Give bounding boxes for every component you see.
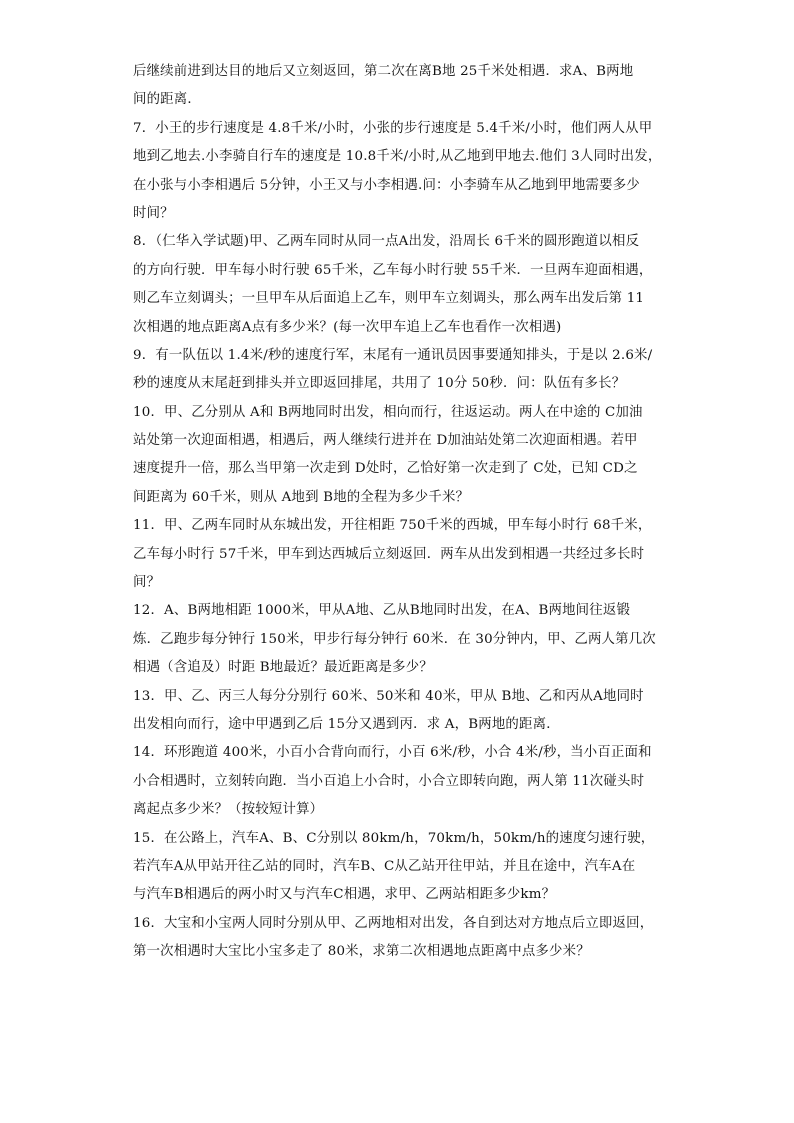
problem-11-line-2: 乙车每小时行 57千米，甲车到达西城后立刻返回．两车从出发到相遇一共经过多长时 <box>133 546 645 562</box>
problem-14-line-2: 小合相遇时，立刻转向跑．当小百追上小合时，小合立即转向跑，两人第 11次碰头时 <box>133 773 645 789</box>
problem-10-line-1: 10．甲、乙分别从 A和 B两地同时出发，相向而行，往返运动。两人在中途的 C加油 <box>133 404 643 420</box>
problem-13-line-1: 13．甲、乙、丙三人每分分别行 60米、50米和 40米，甲从 B地、乙和丙从A地同时 <box>133 688 644 704</box>
problem-9-line-1: 9．有一队伍以 1.4米/秒的速度行军，末尾有一通讯员因事要通知排头，于是以 2.6米/ <box>133 347 653 363</box>
problem-15-line-1: 15．在公路上，汽车A、B、C分别以 80km/h，70km/h，50km/h的速度匀速行驶， <box>133 830 655 846</box>
problem-text-body <box>133 58 668 967</box>
problem-14-line-1: 14．环形跑道 400米，小百小合背向而行，小百 6米/秒，小合 4米/秒，当小百正面和 <box>133 745 652 761</box>
problem-15-line-2: 若汽车A从甲站开往乙站的同时，汽车B、C从乙站开往甲站，并且在途中，汽车A在 <box>133 858 636 874</box>
problem-8-line-4: 次相遇的地点距离A点有多少米？(每一次甲车追上乙车也看作一次相遇) <box>133 319 562 335</box>
problem-16-line-1: 16．大宝和小宝两人同时分别从甲、乙两地相对出发，各自到达对方地点后立即返回， <box>133 915 654 931</box>
problem-8-line-1: 8．（仁华入学试题)甲、乙两车同时从同一点A出发，沿周长 6千米的圆形跑道以相反 <box>133 234 640 250</box>
problem-7-line-2: 地到乙地去.小李骑自行车的速度是 10.8千米/小时,从乙地到甲地去.他们 3人同时出发， <box>133 149 662 165</box>
problem-12-line-1: 12．A、B两地相距 1000米，甲从A地、乙从B地同时出发，在A、B两地间往返锻 <box>133 603 631 619</box>
problem-6-line-2: 后继续前进到达目的地后又立刻返回，第二次在离B地 25千米处相遇．求A、B两地 <box>133 64 634 79</box>
problem-7-line-1: 7．小王的步行速度是 4.8千米/小时，小张的步行速度是 5.4千米/小时，他们两人从甲 <box>133 120 653 136</box>
problem-16-line-2: 第一次相遇时大宝比小宝多走了 80米，求第二次相遇地点距离中点多少米？ <box>133 944 590 960</box>
problem-7-line-4: 时间？ <box>133 205 174 221</box>
problem-15-line-3: 与汽车B相遇后的两小时又与汽车C相遇，求甲、乙两站相距多少km？ <box>133 887 556 903</box>
problem-12-line-2: 炼．乙跑步每分钟行 150米，甲步行每分钟行 60米．在 30分钟内，甲、乙两人第几次 <box>133 631 656 647</box>
problem-9-line-2: 秒的速度从末尾赶到排头并立即返回排尾，共用了 10分 50秒．问：队伍有多长？ <box>133 376 626 392</box>
problem-14-line-3: 离起点多少米？（按较短计算） <box>133 802 324 818</box>
problem-11-line-3: 间？ <box>133 575 161 591</box>
problem-10-line-2: 站处第一次迎面相遇，相遇后，两人继续行进并在 D加油站处第二次迎面相遇。若甲 <box>133 433 638 449</box>
problem-10-line-3: 速度提升一倍，那么当甲第一次走到 D处时，乙恰好第一次走到了 C处，已知 CD之 <box>133 461 638 477</box>
problem-8-line-3: 则乙车立刻调头；一旦甲车从后面追上乙车，则甲车立刻调头，那么两车出发后第 11 <box>133 291 645 307</box>
problem-10-line-4: 间距离为 60千米，则从 A地到 B地的全程为多少千米？ <box>133 489 470 505</box>
problem-8-line-2: 的方向行驶．甲车每小时行驶 65千米，乙车每小时行驶 55千米．一旦两车迎面相遇， <box>133 262 653 278</box>
problem-11-line-1: 11．甲、乙两车同时从东城出发，开往相距 750千米的西城，甲车每小时行 68千米， <box>133 518 652 534</box>
problem-7-line-3: 在小张与小李相遇后 5分钟，小王又与小李相遇.问：小李骑车从乙地到甲地需要多少 <box>133 177 640 193</box>
problem-13-line-2: 出发相向而行，途中甲遇到乙后 15分又遇到丙．求 A，B两地的距离． <box>133 716 560 732</box>
problem-12-line-3: 相遇（含追及）时距 B地最近？最近距离是多少？ <box>133 660 433 676</box>
problem-6-line-3: 间的距离． <box>133 92 201 108</box>
